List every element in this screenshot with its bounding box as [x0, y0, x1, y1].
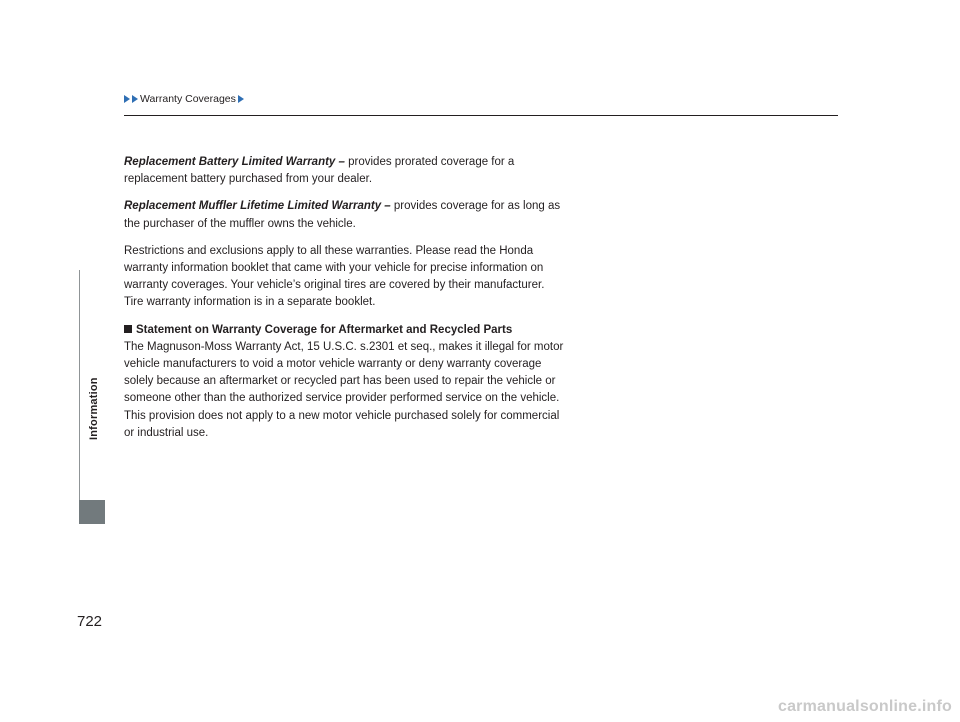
chevron-right-icon: [238, 95, 244, 103]
header-divider: [124, 115, 838, 116]
square-bullet-icon: [124, 325, 132, 333]
section-tab: [79, 500, 105, 524]
muffler-warranty-text: provides coverage for as long as the purchaser of the muffler owns the vehicle.: [124, 200, 561, 230]
page-number: 722: [77, 613, 103, 630]
statement-body: The Magnuson-Moss Warranty Act, 15 U.S.C. s.2301 et seq., makes it illegal for motor vehicle manufacturers to void a motor vehicle warranty or deny warranty coverage solely because an aftermarket or recycled part has been used to repair the vehicle or someone other than the authorized service provider performed service on the vehicle. This provision does not apply to a new motor vehicle purchased solely for commercial or industrial use.: [124, 340, 564, 439]
statement-heading: [124, 322, 564, 339]
battery-warranty-paragraph: [124, 154, 564, 188]
watermark-logo: carmanualsonline.info: [777, 698, 952, 715]
breadcrumb: [124, 93, 244, 105]
chevron-right-icon: [124, 95, 130, 103]
statement-heading-text: Statement on Warranty Coverage for Aftermarket and Recycled Parts: [136, 323, 513, 336]
section-label: Information: [88, 377, 100, 440]
chevron-right-icon: [132, 95, 138, 103]
battery-warranty-text: provides prorated coverage for a replacement battery purchased from your dealer.: [124, 156, 515, 186]
battery-warranty-term: Replacement Battery Limited Warranty –: [124, 156, 345, 168]
breadcrumb-item[interactable]: Warranty Coverages: [140, 93, 236, 105]
page-content: [124, 154, 564, 452]
muffler-warranty-term: Replacement Muffler Lifetime Limited Warranty –: [124, 200, 391, 213]
muffler-warranty-paragraph: [124, 198, 564, 232]
restrictions-paragraph: Restrictions and exclusions apply to all these warranties. Please read the Honda warranty information booklet that came with your vehicle for precise information on warranty coverages. Your vehicle’s original tires are covered by their manufacturer. Tire warranty information is in a separate booklet.: [124, 244, 545, 309]
